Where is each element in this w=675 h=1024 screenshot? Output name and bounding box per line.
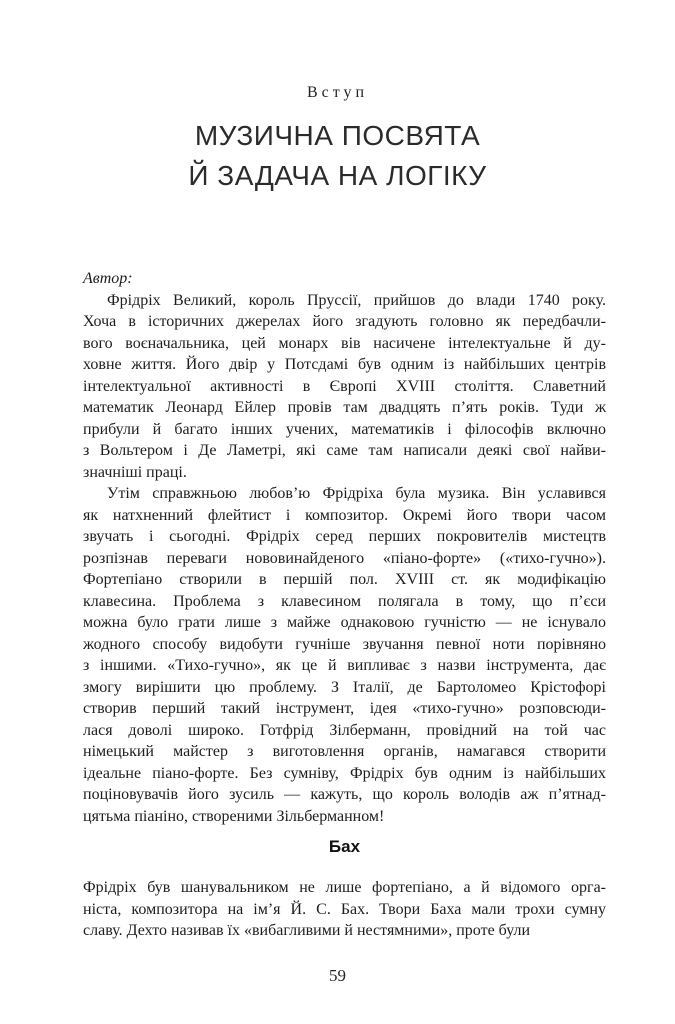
text-line: з Вольтером і Де Ламетрі, які саме там написали деякі свої найви- [83,442,606,459]
text-line: цятьма піаніно, створеними Зільберманном! [83,807,385,825]
section-heading: Бах [328,837,361,856]
text-line: поціновувачів його зусиль — кажуть, що король володів аж п’ятнад- [83,786,606,803]
page-number: 59 [329,966,346,985]
text-line: можна було грати лише з майже однаковою гучністю — не існувало [83,614,606,631]
text-line: змогу вирішити цю проблему. З Італії, де Бартоломео Крістофорі [83,678,606,696]
chapter-title [0,116,675,196]
paragraph [83,483,606,827]
paragraph [83,290,606,484]
text-line: Утім справжньою любов’ю Фрідріха була музика. Він уславився [107,485,606,502]
chapter-title-line-2: Й ЗАДАЧА НА ЛОГІКУ [188,160,487,191]
chapter-title-line-1: МУЗИЧНА ПОСВЯТА [194,120,481,151]
text-line: ідеальне піано-форте. Без сумніву, Фрідріх був одним із найбільших [83,764,606,782]
text-line: інтелектуальної активності в Європі XVIII століття. Славетний [83,377,606,395]
text-line: прибули й багато інших учених, математиків і філософів включно [83,420,606,438]
paragraph [83,877,606,942]
text-line: вого воєначальника, цей монарх вів насичене інтелектуальне й ду- [83,334,606,352]
text-line: розпізнав переваги нововинайденого «піано-форте» («тихо-гучно»). [83,549,606,567]
intro-paragraphs [83,290,606,828]
text-line: значніші праці. [83,463,187,481]
text-line: створив перший такий інструмент, ідея «тихо-гучно» розповсюди- [83,700,606,717]
author-label: Автор: [83,270,133,287]
body-text-block [83,268,606,942]
text-line: німецький майстер з виготовлення органів, намагався створити [83,743,606,760]
text-line: лася доволі широко. Готфрід Зілберманн, провідний на той час [83,721,606,739]
text-line: як натхненний флейтист і композитор. Окремі його твори часом [83,506,606,524]
text-line: з іншими. «Тихо-гучно», як це й випливає з назви інструмента, дає [83,657,606,674]
text-line: ховне життя. Його двір у Потсдамі був одним із найбільших центрів [83,356,606,373]
text-line: звучать і сьогодні. Фрідріх серед перших покровителів мистецтв [83,528,606,545]
text-line: клавесина. Проблема з клавесином полягала в тому, що п’єси [83,592,606,610]
text-line: славу. Дехто називав їх «вибагливими й нестямними», проте були [83,922,531,939]
section-paragraphs [83,877,606,942]
text-line: жодного способу видобути гучніше звучання певної ноти порівняно [83,635,606,653]
chapter-kicker: Вступ [306,84,369,101]
text-line: Фортепіано створили в першій пол. XVIII ст. як модифікацію [83,571,606,588]
text-line: Хоча в історичних джерелах його згадують головно як передбачли- [83,313,606,330]
text-line: математик Леонард Ейлер провів там двадцять п’ять років. Туди ж [83,399,606,416]
text-line: Фрідріх Великий, король Пруссії, прийшов до влади 1740 року. [107,291,606,309]
text-line: Фрідріх був шанувальником не лише фортепіано, а й відомого орга- [83,879,606,896]
text-line: ніста, композитора на ім’я Й. С. Бах. Твори Баха мали трохи сумну [83,900,606,918]
